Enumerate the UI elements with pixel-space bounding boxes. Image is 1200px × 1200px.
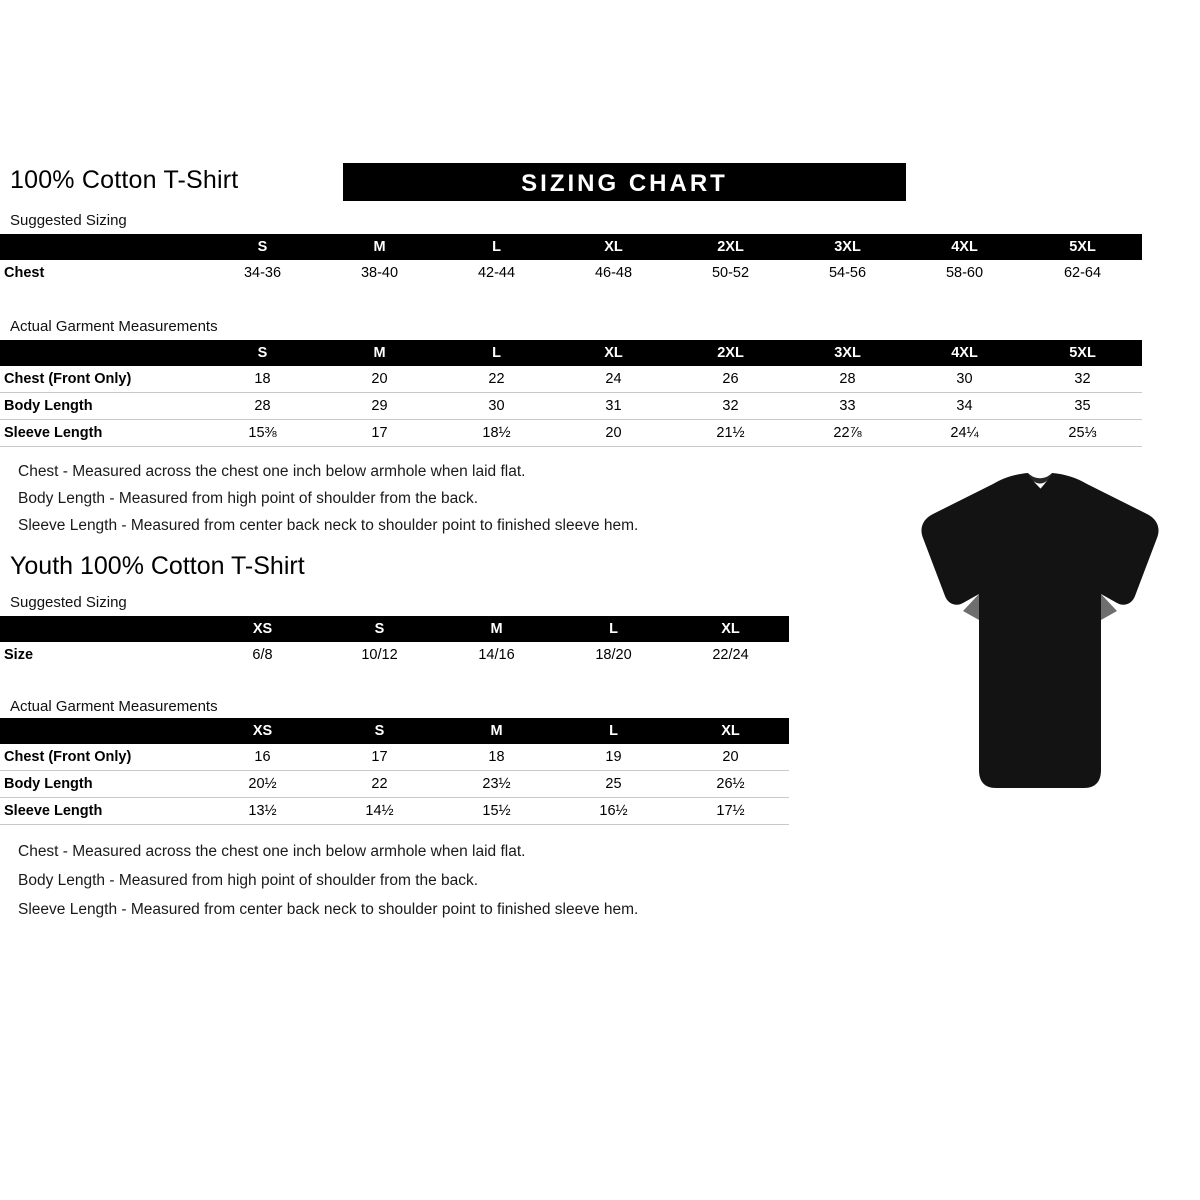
row-label: Body Length [0, 771, 204, 798]
table-row [0, 260, 1142, 286]
cell: 46-48 [594, 265, 633, 281]
cell: 21½ [672, 420, 789, 447]
cell: 26½ [672, 771, 789, 798]
tshirt-illustration [895, 470, 1185, 810]
cell: 20 [672, 744, 789, 771]
cell: 34 [906, 393, 1023, 420]
header-cell: 2XL [672, 234, 789, 260]
header-cell: S [204, 340, 321, 366]
cell: 33 [789, 393, 906, 420]
header-cell: 2XL [672, 340, 789, 366]
cell: 18½ [438, 420, 555, 447]
header-rowlabel [0, 234, 204, 260]
cell: 14½ [321, 798, 438, 825]
header-cell: XS [204, 616, 321, 642]
cell: 19 [555, 744, 672, 771]
cell: 32 [1023, 366, 1142, 393]
cell: 18 [438, 744, 555, 771]
header-cell: S [204, 234, 321, 260]
header-cell: S [321, 616, 438, 642]
adult-note-body-length: Body Length - Measured from high point of shoulder from the back. [18, 490, 479, 507]
header-cell: 4XL [906, 234, 1023, 260]
cell: 17½ [672, 798, 789, 825]
cell: 25⅓ [1023, 420, 1142, 447]
cell: 10/12 [361, 647, 398, 663]
row-label: Chest (Front Only) [0, 366, 204, 393]
cell: 30 [438, 393, 555, 420]
table-header-row [0, 616, 789, 642]
header-cell: 3XL [789, 234, 906, 260]
cell: 26 [672, 366, 789, 393]
header-cell: 4XL [906, 340, 1023, 366]
table-row [0, 642, 789, 668]
header-cell: XL [555, 340, 672, 366]
header-cell: L [438, 340, 555, 366]
cell: 35 [1023, 393, 1142, 420]
cell: 17 [321, 420, 438, 447]
cell: 22/24 [712, 647, 749, 663]
cell: 20 [555, 420, 672, 447]
row-label: Chest (Front Only) [0, 744, 204, 771]
cell: 31 [555, 393, 672, 420]
header-cell: XL [672, 616, 789, 642]
adult-note-sleeve-length: Sleeve Length - Measured from center back neck to shoulder point to finished sleeve hem. [18, 517, 639, 534]
cell: 28 [204, 393, 321, 420]
row-label: Size [4, 647, 34, 663]
header-cell: L [555, 616, 672, 642]
adult-actual-label: Actual Garment Measurements [10, 318, 218, 335]
cell: 15⅜ [204, 420, 321, 447]
header-cell: L [438, 234, 555, 260]
header-rowlabel [0, 718, 204, 744]
table-header-row [0, 234, 1142, 260]
cell: 28 [789, 366, 906, 393]
cell: 25 [555, 771, 672, 798]
cell: 16 [204, 744, 321, 771]
cell: 20 [321, 366, 438, 393]
table-row [0, 366, 1142, 393]
table-row [0, 771, 789, 798]
adult-suggested-label: Suggested Sizing [10, 212, 127, 229]
cell: 13½ [204, 798, 321, 825]
adult-note-chest: Chest - Measured across the chest one inch below armhole when laid flat. [18, 463, 526, 480]
header-cell: L [555, 718, 672, 744]
cell: 14/16 [478, 647, 515, 663]
cell: 22 [438, 366, 555, 393]
cell: 24¼ [906, 420, 1023, 447]
cell: 16½ [555, 798, 672, 825]
header-cell: XS [204, 718, 321, 744]
table-row [0, 798, 789, 825]
cell: 18/20 [595, 647, 632, 663]
header-cell: S [321, 718, 438, 744]
cell: 17 [321, 744, 438, 771]
cell: 32 [672, 393, 789, 420]
table-row [0, 420, 1142, 447]
sizing-chart-banner-text: SIZING CHART [521, 170, 728, 197]
header-cell: XL [555, 234, 672, 260]
youth-actual-label: Actual Garment Measurements [10, 698, 218, 715]
header-rowlabel [0, 340, 204, 366]
youth-suggested-label: Suggested Sizing [10, 594, 127, 611]
cell: 6/8 [252, 647, 273, 663]
adult-section-heading: 100% Cotton T-Shirt [10, 166, 239, 194]
youth-actual-table [0, 718, 789, 825]
youth-note-body-length: Body Length - Measured from high point of shoulder from the back. [18, 872, 479, 889]
header-cell: M [438, 616, 555, 642]
table-row [0, 744, 789, 771]
row-label: Chest [4, 265, 45, 281]
header-cell: M [321, 234, 438, 260]
youth-section-heading: Youth 100% Cotton T-Shirt [10, 552, 305, 580]
cell: 54-56 [828, 265, 867, 281]
sizing-chart-banner [343, 163, 906, 201]
cell: 15½ [438, 798, 555, 825]
adult-suggested-table [0, 234, 1142, 286]
row-label: Sleeve Length [0, 798, 204, 825]
cell: 34-36 [243, 265, 282, 281]
cell: 38-40 [360, 265, 399, 281]
header-cell: XL [672, 718, 789, 744]
header-rowlabel [0, 616, 204, 642]
cell: 22 [321, 771, 438, 798]
table-header-row [0, 718, 789, 744]
cell: 20½ [204, 771, 321, 798]
table-header-row [0, 340, 1142, 366]
cell: 22⅞ [789, 420, 906, 447]
cell: 29 [321, 393, 438, 420]
cell: 62-64 [1063, 265, 1102, 281]
row-label: Body Length [0, 393, 204, 420]
youth-note-chest: Chest - Measured across the chest one inch below armhole when laid flat. [18, 843, 526, 860]
cell: 58-60 [945, 265, 984, 281]
youth-note-sleeve-length: Sleeve Length - Measured from center back neck to shoulder point to finished sleeve hem. [18, 901, 639, 918]
header-cell: M [438, 718, 555, 744]
adult-actual-table [0, 340, 1142, 447]
cell: 30 [906, 366, 1023, 393]
header-cell: 5XL [1023, 340, 1142, 366]
header-cell: 3XL [789, 340, 906, 366]
header-cell: M [321, 340, 438, 366]
table-row [0, 393, 1142, 420]
cell: 42-44 [477, 265, 516, 281]
cell: 24 [555, 366, 672, 393]
cell: 50-52 [711, 265, 750, 281]
cell: 23½ [438, 771, 555, 798]
header-cell: 5XL [1023, 234, 1142, 260]
cell: 18 [204, 366, 321, 393]
youth-suggested-table [0, 616, 789, 668]
row-label: Sleeve Length [0, 420, 204, 447]
